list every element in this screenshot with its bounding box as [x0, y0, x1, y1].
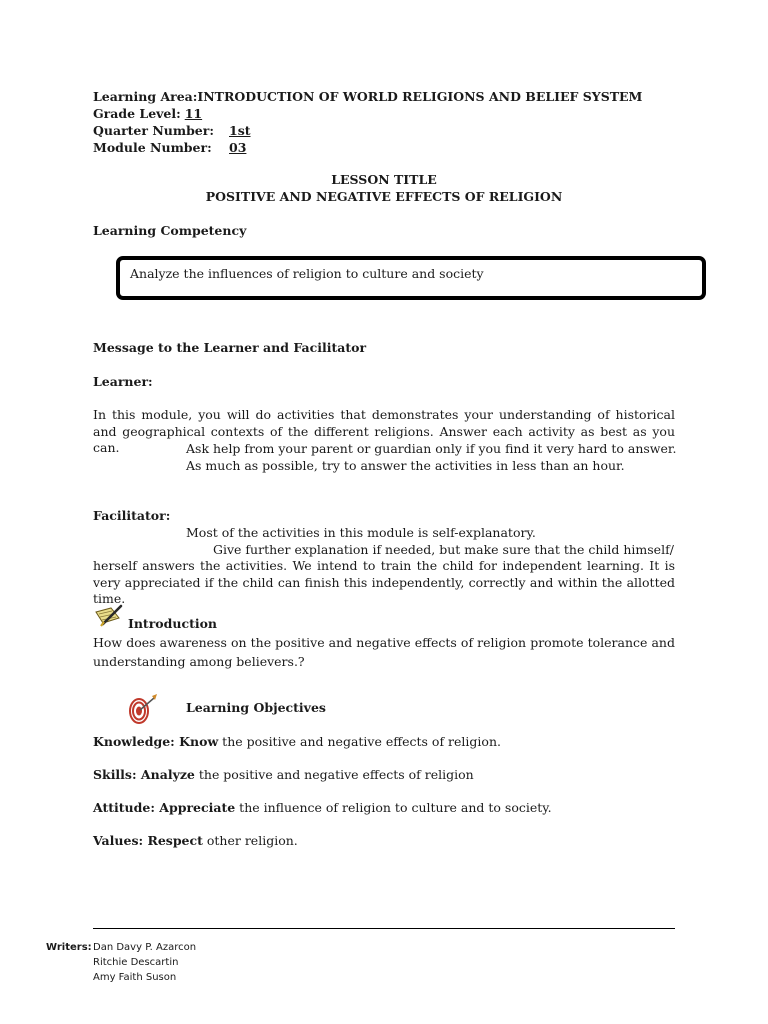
objective-knowledge — [93, 734, 501, 749]
objective-skills — [93, 767, 474, 782]
learning-area-value: INTRODUCTION OF WORLD RELIGIONS AND BELIEF SYSTEM — [197, 89, 643, 104]
module-number-line — [93, 139, 246, 156]
footer-divider — [93, 928, 675, 929]
skills-label: Skills: Analyze — [93, 767, 195, 782]
quarter-number-line — [93, 122, 251, 139]
competency-text: Analyze the influences of religion to culture and society — [130, 266, 484, 281]
lesson-title-heading: LESSON TITLE — [331, 172, 437, 187]
attitude-text: the influence of religion to culture and to society. — [235, 800, 552, 815]
grade-level-label: Grade Level: — [93, 106, 181, 121]
learner-paragraph-3: As much as possible, try to answer the activities in less than an hour. — [186, 458, 625, 473]
grade-level-value: 11 — [184, 106, 203, 121]
writer-3: Amy Faith Suson — [93, 972, 177, 983]
objectives-heading: Learning Objectives — [186, 700, 326, 715]
message-heading: Message to the Learner and Facilitator — [93, 340, 367, 355]
competency-box — [116, 256, 706, 300]
module-number-value: 03 — [229, 140, 247, 155]
objective-values — [93, 833, 298, 848]
grade-level-line — [93, 105, 202, 122]
writer-1: Dan Davy P. Azarcon — [93, 942, 197, 953]
learner-heading: Learner: — [93, 374, 153, 389]
values-label: Values: Respect — [93, 833, 203, 848]
facilitator-paragraph-2-lead: Give further explanation if needed, but make sure that the child himself/ — [213, 542, 674, 557]
learning-area-label: Learning Area: — [93, 89, 198, 104]
introduction-text: How does awareness on the positive and negative effects of religion promote tolerance and understanding among believers.? — [93, 635, 675, 669]
target-dart-icon — [126, 692, 160, 726]
quarter-number-value: 1st — [229, 123, 251, 138]
writers-label: Writers: — [46, 942, 92, 953]
module-number-label: Module Number: — [93, 140, 212, 155]
objective-attitude — [93, 800, 552, 815]
learning-area-line — [93, 88, 642, 105]
quarter-number-label: Quarter Number: — [93, 123, 214, 138]
writer-2: Ritchie Descartin — [93, 957, 179, 968]
learner-paragraph-2: Ask help from your parent or guardian only if you find it very hard to answer. — [186, 441, 677, 456]
knowledge-label: Knowledge: Know — [93, 734, 219, 749]
attitude-label: Attitude: Appreciate — [93, 800, 236, 815]
learner-paragraph-1: In this module, you will do activities that demonstrates your understanding of historical and geographical contexts of the different religions. Answer each activity as best as you can. — [93, 407, 675, 456]
facilitator-paragraph-2-rest: herself answers the activities. We intend to train the child for independent learning. It is very appreciated if the child can finish this independently, correctly and within the allotted time. — [93, 558, 675, 607]
values-text: other religion. — [202, 833, 298, 848]
introduction-heading: Introduction — [128, 616, 218, 631]
facilitator-paragraph-1: Most of the activities in this module is self-explanatory. — [186, 525, 536, 540]
competency-heading: Learning Competency — [93, 223, 247, 238]
knowledge-text: the positive and negative effects of religion. — [218, 734, 501, 749]
lesson-title: POSITIVE AND NEGATIVE EFFECTS OF RELIGION — [205, 189, 563, 204]
pencil-paper-icon — [93, 604, 125, 628]
skills-text: the positive and negative effects of religion — [194, 767, 474, 782]
facilitator-heading: Facilitator: — [93, 508, 171, 523]
